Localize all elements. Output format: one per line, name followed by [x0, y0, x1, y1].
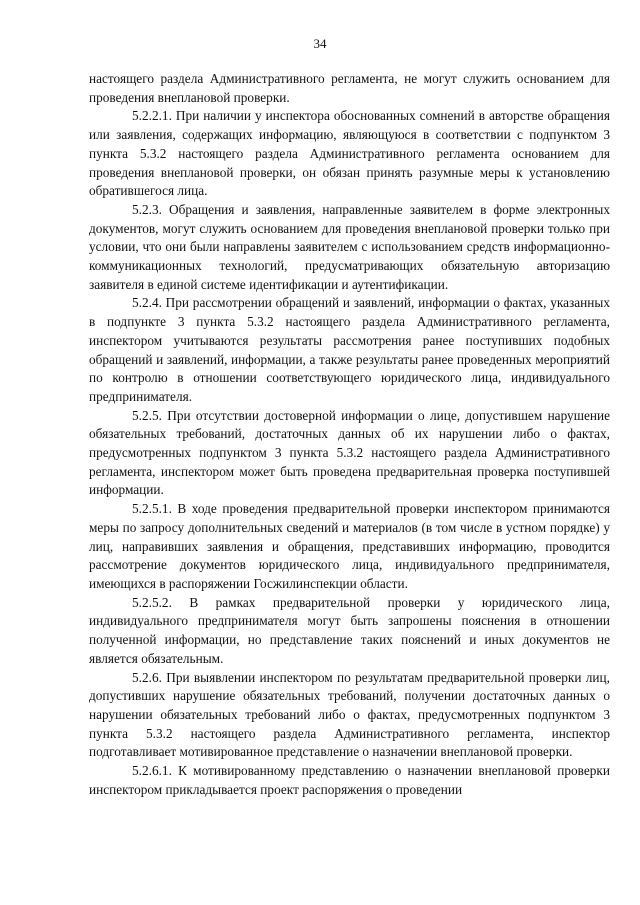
- paragraph-continuation: настоящего раздела Административного регламента, не могут служить основанием для проведения внеплановой проверки.: [89, 71, 610, 105]
- paragraph-5-2-5-1: 5.2.5.1. В ходе проведения предварительной проверки инспектором принимаются меры по запросу дополнительных сведений и материалов (в том числе в устном порядке) у лиц, направивших заявления и обращения, представивших информацию, проводится рассмотрение документов юридического лица, индивидуального предпринимателя, имеющихся в распоряжении Госжилинспекции области.: [89, 501, 610, 591]
- paragraph-5-2-2-1: 5.2.2.1. При наличии у инспектора обоснованных сомнений в авторстве обращения или заявления, содержащих информацию, являющуюся в соответствии с подпунктом 3 пункта 5.3.2 настоящего раздела Административного регламента основанием для проведения внеплановой проверки, он обязан принять разумные меры к установлению обратившегося лица.: [89, 108, 610, 199]
- page-number: 34: [313, 36, 327, 51]
- paragraph-5-2-6: 5.2.6. При выявлении инспектором по результатам предварительной проверки лиц, допустивших нарушение обязательных требований, получении достаточных данных о нарушении обязательных требований либо о фактах, предусмотренных подпунктом 3 пункта 5.3.2 настоящего раздела Административного регламента, инспектор подготавливает мотивированное представление о назначении внеплановой проверки.: [89, 669, 610, 760]
- paragraph-5-2-5-2: 5.2.5.2. В рамках предварительной проверки у юридического лица, индивидуального предпринимателя могут быть запрошены пояснения в отношении полученной информации, но представление таких пояснений и иных документов не является обязательным.: [89, 594, 610, 666]
- paragraph-5-2-3: 5.2.3. Обращения и заявления, направленные заявителем в форме электронных документов, могут служить основанием для проведения внеплановой проверки только при условии, что они были направлены заявителем с использованием средств информационно-коммуникационных технологий, предусматривающих обязательную авторизацию заявителя в единой системе идентификации и аутентификации.: [89, 201, 610, 292]
- paragraph-5-2-6-1: 5.2.6.1. К мотивированному представлению о назначении внеплановой проверки инспектором прикладывается проект распоряжения о проведении: [89, 763, 610, 797]
- document-body: [89, 70, 610, 799]
- paragraph-5-2-4: 5.2.4. При рассмотрении обращений и заявлений, информации о фактах, указанных в подпункте 3 пункта 5.3.2 настоящего раздела Административного регламента, инспектором учитываются результаты рассмотрения ранее поступивших подобных обращений и заявлений, информации, а также результаты ранее проведенных мероприятий по контролю в отношении соответствующего юридического лица, индивидуального предпринимателя.: [89, 295, 610, 404]
- paragraph-5-2-5: 5.2.5. При отсутствии достоверной информации о лице, допустившем нарушение обязательных требований, достаточных данных об их нарушении либо о фактах, предусмотренных подпунктом 3 пункта 5.3.2 настоящего раздела Административного регламента, инспектором может быть проведена предварительная проверка поступившей информации.: [89, 407, 610, 498]
